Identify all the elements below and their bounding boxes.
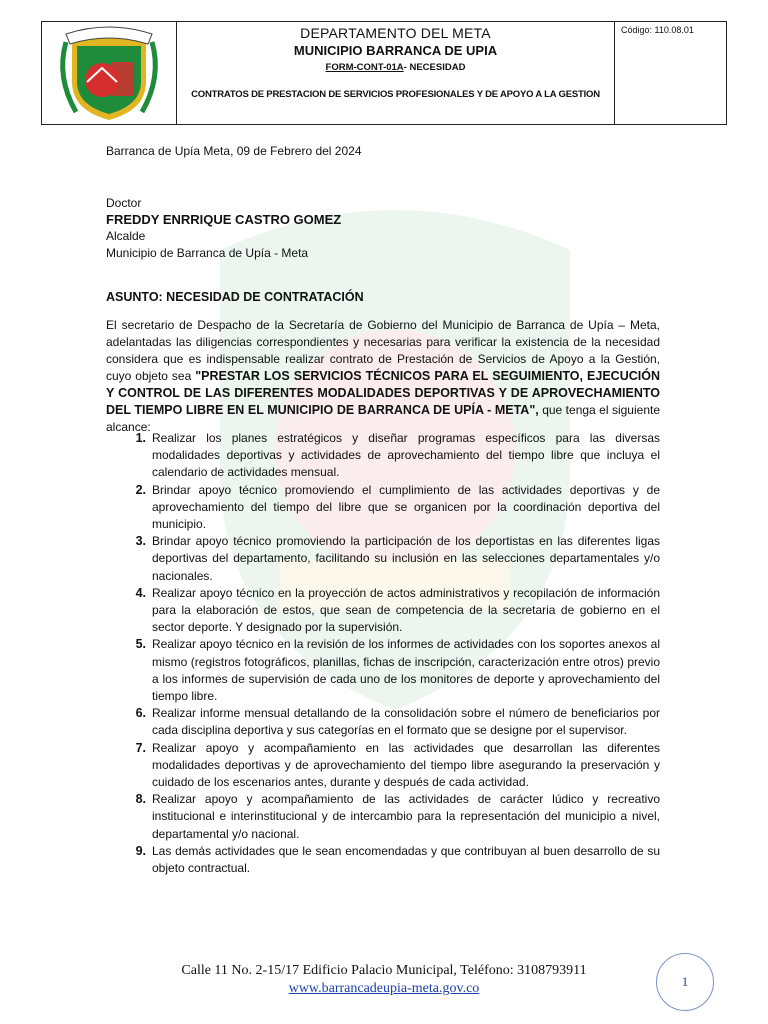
form-code-id: FORM-CONT-01A (325, 62, 404, 73)
list-item (106, 740, 660, 792)
list-item-number: 3. (135, 534, 146, 549)
document-header (41, 21, 727, 125)
list-item-text: Realizar informe mensual detallando de la consolidación sobre el número de beneficiarios por cada disciplina deportiva y sus categorías en el formato que se designe por el supervisor. (152, 706, 660, 738)
list-item (106, 482, 660, 534)
list-item-number: 9. (135, 843, 146, 858)
list-item-text: Realizar apoyo y acompañamiento en las actividades que desarrollan las diferentes modalidades deportivas y de aprovechamiento del tiempo libre asegurando la preservación y cuidado de los escenarios antes, durante y después de cada actividad. (152, 740, 660, 790)
header-title-cell (177, 22, 615, 124)
form-code (177, 62, 614, 73)
list-item-text: Brindar apoyo técnico promoviendo la participación de los deportistas en las diferentes ligas deportivas del departamento, facilitando su inclusión en las selecciones departamentales y/o nacionales. (152, 534, 660, 583)
list-item-number: 5. (135, 637, 146, 652)
list-item (106, 791, 660, 843)
list-item-number: 6. (135, 706, 146, 721)
list-item (106, 585, 660, 637)
paragraph-intro: El secretario de Despacho de la Secretaría de Gobierno del Municipio de Barranca de Upía – Meta, adelantadas las diligencias correspondientes y necesarias para verificar la existencia de la necesidad considera que es indispensable realizar contrato de Prestación de Servicios de Apoyo a la Gestión, cuyo objeto sea (106, 318, 660, 383)
addressee-name: FREDDY ENRRIQUE CASTRO GOMEZ (106, 211, 342, 227)
main-paragraph (106, 317, 660, 436)
page-footer (0, 962, 768, 998)
list-item-text: Realizar los planes estratégicos y diseñar programas específicos para las diversas modalidades deportivas y actividades de aprovechamiento del tiempo libre que incluya el calendario de actividades mensual. (152, 431, 660, 480)
page-number: 1 (656, 953, 714, 1011)
addressee-block (106, 195, 660, 261)
list-item-number: 4. (135, 585, 146, 600)
contract-object: "PRESTAR LOS SERVICIOS TÉCNICOS PARA EL SEGUIMIENTO, EJECUCIÓN Y CONTROL DE LAS DIFERENTES MODALIDADES DEPORTIVAS Y DE APROVECHAMIENTO DEL TIEMPO LIBRE EN EL MUNICIPIO DE BARRANCA DE UPÍA - META", (106, 369, 660, 417)
scope-list (106, 430, 660, 877)
document-code: Código: 110.08.01 (621, 25, 694, 35)
list-item (106, 533, 660, 585)
date-line: Barranca de Upía Meta, 09 de Febrero del 2024 (106, 144, 362, 158)
list-item (106, 636, 660, 705)
subject-line: ASUNTO: NECESIDAD DE CONTRATACIÓN (106, 290, 364, 304)
website-link[interactable]: www.barrancadeupia-meta.gov.co (288, 981, 480, 996)
list-item (106, 705, 660, 739)
list-item-text: Realizar apoyo técnico en la revisión de los informes de actividades con los soportes anexos al mismo (registros fotográficos, planillas, fichas de inscripción, caracterización entre otros) previo a los informes de supervisión de cada uno de los monitores de deporte y aprovechamiento del tiempo libre. (152, 637, 660, 704)
municipal-shield-logo (42, 22, 176, 124)
addressee-salutation: Doctor (106, 196, 142, 210)
municipality-title: MUNICIPIO BARRANCA DE UPIA (293, 43, 498, 58)
list-item (106, 430, 660, 482)
list-item-text: Realizar apoyo técnico en la proyección de actos administrativos y recopilación de información para la elaboración de estos, que sean de competencia de la secretaria de gobierno en el sector deporte. Y designado por la supervisión. (152, 585, 660, 635)
footer-address: Calle 11 No. 2-15/17 Edificio Palacio Municipal, Teléfono: 3108793911 (181, 963, 587, 978)
header-logo-cell (42, 22, 177, 124)
list-item-text: Las demás actividades que le sean encomendadas y que contribuyan al buen desarrollo de su objeto contractual. (152, 843, 660, 876)
list-item-number: 8. (135, 792, 146, 807)
list-item (106, 843, 660, 877)
list-item-text: Realizar apoyo y acompañamiento de las actividades de carácter lúdico y recreativo institucional e interinstitucional y de intercambio para la representación del municipio a nivel, departamental y/o nacional. (152, 792, 660, 841)
paragraph-outro: que tenga el siguiente alcance: (106, 403, 660, 434)
department-title: DEPARTAMENTO DEL META (300, 25, 491, 41)
addressee-role: Alcalde (106, 229, 146, 243)
list-item-number: 7. (135, 740, 146, 755)
form-code-suffix: - NECESIDAD (403, 62, 466, 73)
list-item-number: 2. (135, 482, 146, 497)
contracts-title: CONTRATOS DE PRESTACION DE SERVICIOS PROFESIONALES Y DE APOYO A LA GESTION (191, 89, 600, 100)
addressee-entity: Municipio de Barranca de Upía - Meta (106, 245, 309, 260)
list-item-text: Brindar apoyo técnico promoviendo el cumplimiento de las actividades deportivas y de aprovechamiento del tiempo del libre que se organicen por la coordinación deportiva del municipio. (152, 482, 660, 532)
list-item-number: 1. (135, 431, 146, 445)
